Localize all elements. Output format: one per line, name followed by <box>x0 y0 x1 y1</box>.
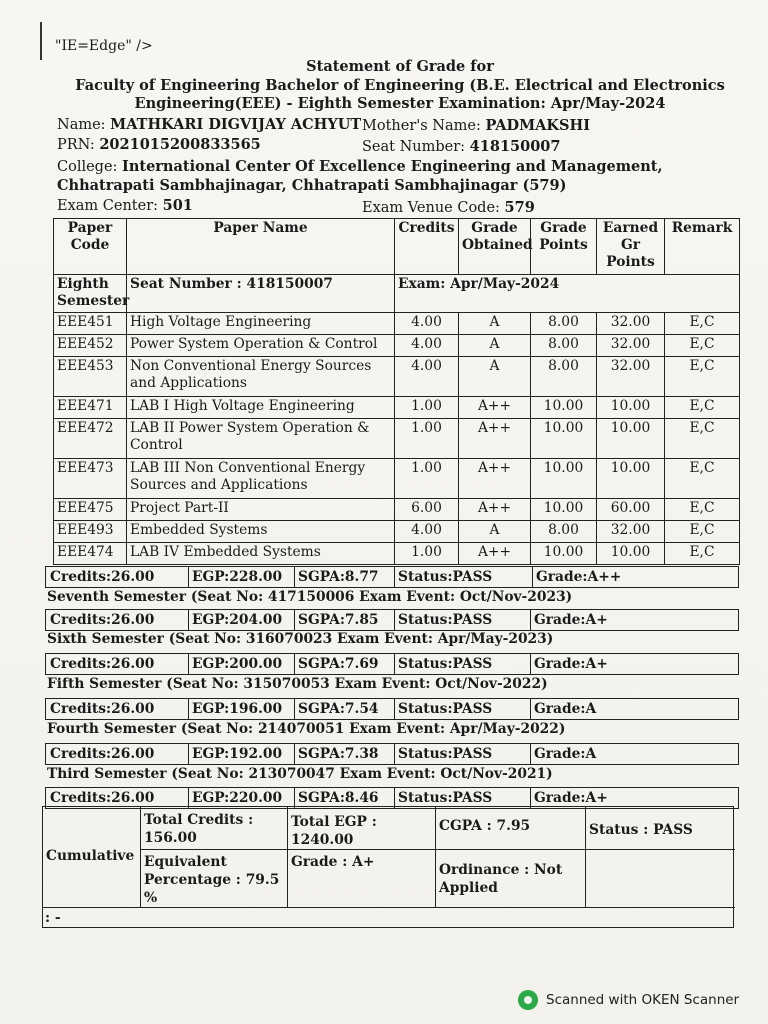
grade-obtained: A++ <box>459 499 531 521</box>
student-name-row: Name: MATHKARI DIGVIJAY ACHYUT <box>57 116 362 133</box>
remark: E,C <box>665 543 740 565</box>
paper-code: EEE451 <box>54 313 127 335</box>
semester-summary-row <box>45 653 739 675</box>
cumulative-status: Status : PASS <box>589 822 693 838</box>
grade-obtained: A <box>459 335 531 357</box>
paper-code: EEE472 <box>54 419 127 459</box>
venue-code: 579 <box>504 199 535 216</box>
college-name: International Center Of Excellence Engineering and Management, <box>122 158 663 175</box>
scanner-logo-icon <box>518 990 538 1010</box>
college-location: Chhatrapati Sambhajinagar, Chhatrapati Sambhajinagar (579) <box>57 177 567 194</box>
grade-obtained: A <box>459 521 531 543</box>
summary-credits: Credits:26.00 <box>50 612 155 628</box>
paper-name: Power System Operation & Control <box>127 335 395 357</box>
grade-obtained: A++ <box>459 397 531 419</box>
mother-name: PADMAKSHI <box>485 117 590 134</box>
scanner-text: Scanned with OKEN Scanner <box>546 992 740 1008</box>
earned-points: 60.00 <box>597 499 665 521</box>
earned-points: 32.00 <box>597 521 665 543</box>
summary-credits: Credits:26.00 <box>50 569 155 585</box>
semester-exam: Exam: Apr/May-2024 <box>395 275 740 313</box>
paper-code: EEE471 <box>54 397 127 419</box>
paper-code: EEE475 <box>54 499 127 521</box>
scanner-watermark <box>518 990 739 1010</box>
summary-sgpa: SGPA:7.85 <box>298 612 379 628</box>
faculty-line: Faculty of Engineering Bachelor of Engineering (B.E. Electrical and Electronics <box>75 77 725 94</box>
summary-credits: Credits:26.00 <box>50 746 155 762</box>
remark: E,C <box>665 459 740 499</box>
paper-code: EEE453 <box>54 357 127 397</box>
exam-center-row: Exam Center: 501 <box>57 197 193 214</box>
summary-grade: Grade:A <box>534 701 597 717</box>
summary-egp: EGP:228.00 <box>192 569 283 585</box>
grade-points: 10.00 <box>531 419 597 459</box>
table-row <box>54 543 740 565</box>
remark: E,C <box>665 397 740 419</box>
remark: E,C <box>665 499 740 521</box>
cumulative-label: Cumulative <box>46 848 135 864</box>
grade-obtained: A++ <box>459 459 531 499</box>
table-row <box>54 419 740 459</box>
summary-sgpa: SGPA:8.77 <box>298 569 379 585</box>
equivalent-percentage: Equivalent Percentage : 79.5 % <box>144 854 280 906</box>
col-header: Paper Name <box>127 219 395 275</box>
semester-summary-row <box>45 609 739 631</box>
paper-name: High Voltage Engineering <box>127 313 395 335</box>
summary-egp: EGP:192.00 <box>192 746 283 762</box>
earned-points: 10.00 <box>597 397 665 419</box>
credits: 1.00 <box>395 543 459 565</box>
summary-egp: EGP:204.00 <box>192 612 283 628</box>
seat-row: Seat Number: 418150007 <box>362 138 561 155</box>
summary-status: Status:PASS <box>398 746 493 762</box>
cumulative-block <box>42 806 734 928</box>
earned-points: 32.00 <box>597 313 665 335</box>
col-header: Paper Code <box>54 219 127 275</box>
credits: 1.00 <box>395 459 459 499</box>
col-header: Credits <box>395 219 459 275</box>
col-header: Earned Gr Points <box>597 219 665 275</box>
cumulative-grade: Grade : A+ <box>291 854 375 870</box>
summary-egp: EGP:220.00 <box>192 790 283 806</box>
summary-grade: Grade:A+ <box>534 656 608 672</box>
grade-points: 8.00 <box>531 335 597 357</box>
summary-sgpa: SGPA:7.54 <box>298 701 379 717</box>
paper-name: LAB IV Embedded Systems <box>127 543 395 565</box>
col-header: Grade Obtained <box>459 219 531 275</box>
footer-note: : - <box>45 910 61 926</box>
credits: 4.00 <box>395 357 459 397</box>
table-row <box>54 357 740 397</box>
earned-points: 32.00 <box>597 335 665 357</box>
remark: E,C <box>665 313 740 335</box>
paper-code: EEE452 <box>54 335 127 357</box>
summary-grade: Grade:A++ <box>536 569 622 585</box>
remark: E,C <box>665 335 740 357</box>
grade-points: 8.00 <box>531 521 597 543</box>
semester-summary-row <box>45 566 739 588</box>
grade-obtained: A <box>459 313 531 335</box>
summary-credits: Credits:26.00 <box>50 701 155 717</box>
summary-sgpa: SGPA:8.46 <box>298 790 379 806</box>
summary-status: Status:PASS <box>398 701 493 717</box>
summary-sgpa: SGPA:7.69 <box>298 656 379 672</box>
semester-summary-row <box>45 743 739 765</box>
grade-points: 10.00 <box>531 397 597 419</box>
semester-history-header: Sixth Semester (Seat No: 316070023 Exam Event: Apr/May-2023) <box>47 631 554 647</box>
credits: 1.00 <box>395 397 459 419</box>
semester-seat: Seat Number : 418150007 <box>127 275 395 313</box>
grade-points: 8.00 <box>531 357 597 397</box>
table-row <box>54 313 740 335</box>
paper-name: Project Part-II <box>127 499 395 521</box>
summary-egp: EGP:196.00 <box>192 701 283 717</box>
grade-obtained: A <box>459 357 531 397</box>
grade-points: 10.00 <box>531 499 597 521</box>
venue-row: Exam Venue Code: 579 <box>362 199 535 216</box>
grade-points: 8.00 <box>531 313 597 335</box>
statement-title: Statement of Grade for <box>306 58 494 75</box>
prn-value: 2021015200833565 <box>99 136 261 153</box>
paper-name: Embedded Systems <box>127 521 395 543</box>
ordinance: Ordinance : Not Applied <box>439 862 563 896</box>
summary-status: Status:PASS <box>398 656 493 672</box>
col-header: Grade Points <box>531 219 597 275</box>
semester-history-header: Fifth Semester (Seat No: 315070053 Exam Event: Oct/Nov-2022) <box>47 676 548 692</box>
grades-table <box>53 218 740 565</box>
summary-egp: EGP:200.00 <box>192 656 283 672</box>
credits: 6.00 <box>395 499 459 521</box>
earned-points: 10.00 <box>597 419 665 459</box>
summary-credits: Credits:26.00 <box>50 656 155 672</box>
grade-points: 10.00 <box>531 459 597 499</box>
scan-margin-mark <box>40 22 42 60</box>
table-row <box>54 335 740 357</box>
credits: 4.00 <box>395 313 459 335</box>
semester-history-header: Seventh Semester (Seat No: 417150006 Exam Event: Oct/Nov-2023) <box>47 589 573 605</box>
cgpa: CGPA : 7.95 <box>439 818 531 834</box>
prn-row: PRN: 2021015200833565 <box>57 136 261 153</box>
grade-points: 10.00 <box>531 543 597 565</box>
summary-status: Status:PASS <box>398 790 493 806</box>
summary-grade: Grade:A <box>534 746 597 762</box>
summary-grade: Grade:A+ <box>534 612 608 628</box>
paper-name: LAB III Non Conventional Energy Sources and Applications <box>127 459 395 499</box>
meta-artifact-text: "IE=Edge" /> <box>55 38 153 54</box>
table-row <box>54 521 740 543</box>
college-row: College: International Center Of Excellence Engineering and Management, <box>57 158 663 175</box>
exam-center: 501 <box>162 197 193 214</box>
summary-status: Status:PASS <box>398 612 493 628</box>
paper-name: LAB II Power System Operation & Control <box>127 419 395 459</box>
paper-code: EEE474 <box>54 543 127 565</box>
paper-code: EEE493 <box>54 521 127 543</box>
total-credits: Total Credits : 156.00 <box>144 812 254 846</box>
remark: E,C <box>665 357 740 397</box>
summary-sgpa: SGPA:7.38 <box>298 746 379 762</box>
semester-history-header: Third Semester (Seat No: 213070047 Exam Event: Oct/Nov-2021) <box>47 766 553 782</box>
summary-grade: Grade:A+ <box>534 790 608 806</box>
grade-obtained: A++ <box>459 543 531 565</box>
seat-value: 418150007 <box>469 138 561 155</box>
credits: 1.00 <box>395 419 459 459</box>
table-header-row <box>54 219 740 275</box>
semester-label: Eighth Semester <box>54 275 127 313</box>
grade-obtained: A++ <box>459 419 531 459</box>
semester-summary-row <box>45 698 739 720</box>
paper-name: Non Conventional Energy Sources and Applications <box>127 357 395 397</box>
col-header: Remark <box>665 219 740 275</box>
earned-points: 32.00 <box>597 357 665 397</box>
semester-history-header: Fourth Semester (Seat No: 214070051 Exam Event: Apr/May-2022) <box>47 721 566 737</box>
table-row <box>54 397 740 419</box>
earned-points: 10.00 <box>597 459 665 499</box>
credits: 4.00 <box>395 335 459 357</box>
exam-line: Engineering(EEE) - Eighth Semester Examination: Apr/May-2024 <box>134 95 666 112</box>
earned-points: 10.00 <box>597 543 665 565</box>
summary-credits: Credits:26.00 <box>50 790 155 806</box>
semester-info-row <box>54 275 740 313</box>
remark: E,C <box>665 419 740 459</box>
student-name: MATHKARI DIGVIJAY ACHYUT <box>110 116 362 133</box>
table-row <box>54 499 740 521</box>
credits: 4.00 <box>395 521 459 543</box>
total-egp: Total EGP : 1240.00 <box>291 814 377 848</box>
table-row <box>54 459 740 499</box>
summary-status: Status:PASS <box>398 569 493 585</box>
paper-code: EEE473 <box>54 459 127 499</box>
paper-name: LAB I High Voltage Engineering <box>127 397 395 419</box>
remark: E,C <box>665 521 740 543</box>
mother-name-row: Mother's Name: PADMAKSHI <box>362 117 590 134</box>
